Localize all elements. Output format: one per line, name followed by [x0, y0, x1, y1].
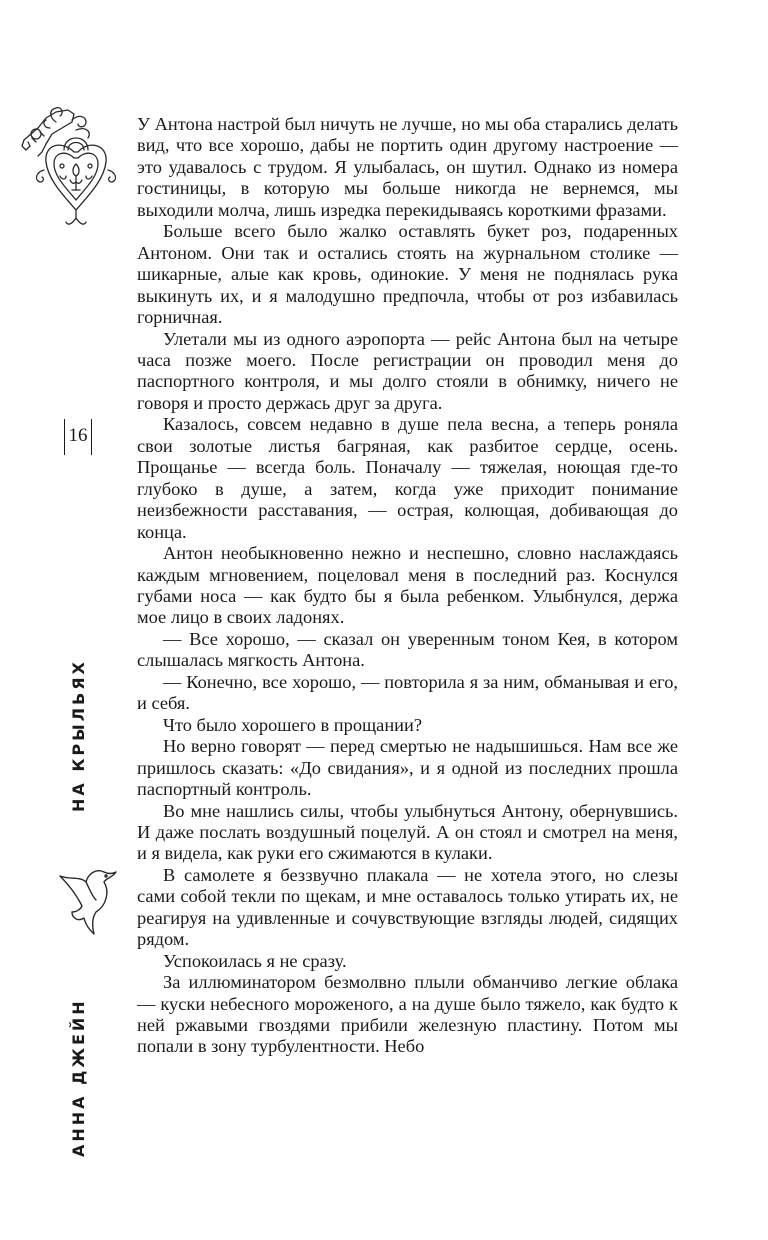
- paragraph: Улетали мы из одного аэропорта — рейс Антона был на четыре часа позже моего. После регистрации он проводил меня до паспортного контроля, и мы долго стояли в обнимку, ничего не говоря и просто держась друг за друга.: [137, 328, 678, 413]
- dialogue-line: — Конечно, все хорошо, — повторила я за ним, обманывая и его, и себя.: [137, 671, 678, 714]
- paragraph: У Антона настрой был ничуть не лучше, но мы оба старались делать вид, что все хорошо, дабы не портить один другому настроение — это удавалось с трудом. Я улыбалась, он шутил. Однако из номера гостиницы, в которую мы больше никогда не вернемся, мы выходили молча, лишь изредка перекидываясь короткими фразами.: [137, 114, 678, 220]
- running-title: НА КРЫЛЬЯХ: [69, 659, 88, 812]
- paragraph: Казалось, совсем недавно в душе пела весна, а теперь роняла свои золотые листья багряная, как разбитое сердце, осень. Прощанье — всегда боль. Поначалу — тяжелая, ноющая где-то глубоко в душе, а затем, когда уже приходит понимание неизбежности расставания, — острая, колющая, добивающая до конца.: [137, 414, 678, 542]
- paragraph: В самолете я беззвучно плакала — не хотела этого, но слезы сами собой текли по щекам, и мне оставалось только утирать их, не реагируя на удивленные и сочувствующие взгляды людей, сидящих рядом.: [137, 864, 678, 950]
- body-text: [137, 114, 678, 1058]
- page-number: 16: [62, 419, 94, 453]
- dialogue-line: — Все хорошо, — сказал он уверенным тоном Кея, в котором слышалась мягкость Антона.: [137, 628, 678, 671]
- paragraph: Во мне нашлись силы, чтобы улыбнуться Антону, обернувшись. И даже послать воздушный поцелуй. А он стоял и смотрел на меня, и я видела, как руки его сжимаются в кулаки.: [137, 800, 678, 864]
- bird-icon: [56, 866, 122, 938]
- paragraph: Больше всего было жалко оставлять букет роз, подаренных Антоном. Они так и остались стоять на журнальном столике — шикарные, алые как кровь, одинокие. У меня не поднялась рука выкинуть их, и я малодушно предпочла, чтобы от роз избавилась горничная.: [137, 221, 678, 328]
- paragraph: За иллюминатором безмолвно плыли обманчиво легкие облака — куски небесного мороженого, а на душе было тяжело, как будто к ней ржавыми гвоздями прибили железную пластину. Потом мы попали в зону турбулентности. Небо: [137, 972, 678, 1057]
- author-name: АННА ДЖЕЙН: [69, 998, 88, 1157]
- paragraph: Что было хорошего в прощании?: [163, 714, 423, 735]
- paragraph: Успокоилась я не сразу.: [163, 950, 347, 971]
- paragraph: Антон необыкновенно нежно и неспешно, словно наслаждаясь каждым мгновением, поцеловал меня в последний раз. Коснулся губами носа — как будто бы я была ребенком. Улыбнулся, держа мое лицо в своих ладонях.: [137, 543, 678, 628]
- heart-lock-key-icon: [16, 100, 128, 250]
- paragraph: Но верно говорят — перед смертью не надышишься. Нам все же пришлось сказать: «До свидания», и я одной из последних прошла паспортный контроль.: [137, 736, 678, 800]
